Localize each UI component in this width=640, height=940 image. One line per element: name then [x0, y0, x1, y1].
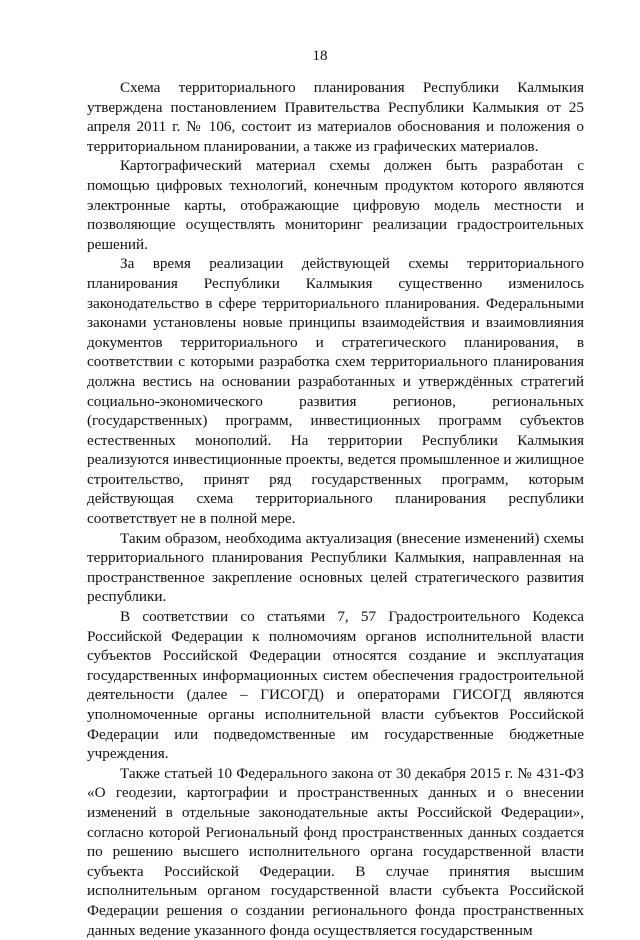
paragraph-gisogd-powers: В соответствии со статьями 7, 57 Градостроительного Кодекса Российской Федерации к полномочиям органов исполнительной власти субъектов Российской Федерации относятся создание и эксплуатация государственных информационных систем обеспечения градостроительной деятельности (далее – ГИСОГД) и операторами ГИСОГД являются уполномоченные органы исполнительной власти субъектов Российской Федерации или подведомственные им государственные бюджетные учреждения.	[87, 608, 584, 763]
paragraph-legislation-changes: За время реализации действующей схемы территориального планирования Республики Калмыкия существенно изменилось законодательство в сфере территориального планирования. Федеральными законами установлены новые принципы взаимодействия и взаимовлияния документов территориального и стратегического планирования, в соответствии с которыми разработка схем территориального планирования должна вестись на основании разработанных и утверждённых стратегий социально-экономического развития регионов, региональных (государственных) программ, инвестиционных программ субъектов естественных монополий. На территории Республики Калмыкия реализуются инвестиционные проекты, ведется промышленное и жилищное строительство, принят ряд государственных программ, которым действующая схема территориального планирования республики соответствует не в полной мере.	[87, 255, 584, 528]
paragraph-update-necessity: Таким образом, необходима актуализация (внесение изменений) схемы территориального планирования Республики Калмыкия, направленная на пространственное закрепление основных целей стратегического развития республики.	[87, 529, 584, 606]
document-body	[87, 78, 584, 940]
paragraph-territorial-plan-approval: Схема территориального планирования Республики Калмыкия утверждена постановлением Правительства Республики Калмыкия от 25 апреля 2011 г. № 106, состоит из материалов обоснования и положения о территориальном планировании, а также из графических материалов.	[87, 79, 584, 155]
paragraph-cartographic-material: Картографический материал схемы должен быть разработан с помощью цифровых технологий, конечным продуктом которого являются электронные карты, отображающие цифровую модель местности и позволяющие осуществлять мониторинг реализации градостроительных решений.	[87, 157, 584, 253]
paragraph-spatial-data-fund: Также статьей 10 Федерального закона от 30 декабря 2015 г. № 431-ФЗ «О геодезии, картографии и пространственных данных и о внесении изменений в отдельные законодательные акты Российской Федерации», согласно которой Региональный фонд пространственных данных создается по решению высшего исполнительного органа государственной власти субъекта Российской Федерации. В случае принятия высшим исполнительным органом государственной власти субъекта Российской Федерации решения о создании регионального фонда пространственных данных ведение указанного фонда осуществляется государственным	[87, 764, 584, 939]
page-number: 18	[312, 48, 328, 64]
